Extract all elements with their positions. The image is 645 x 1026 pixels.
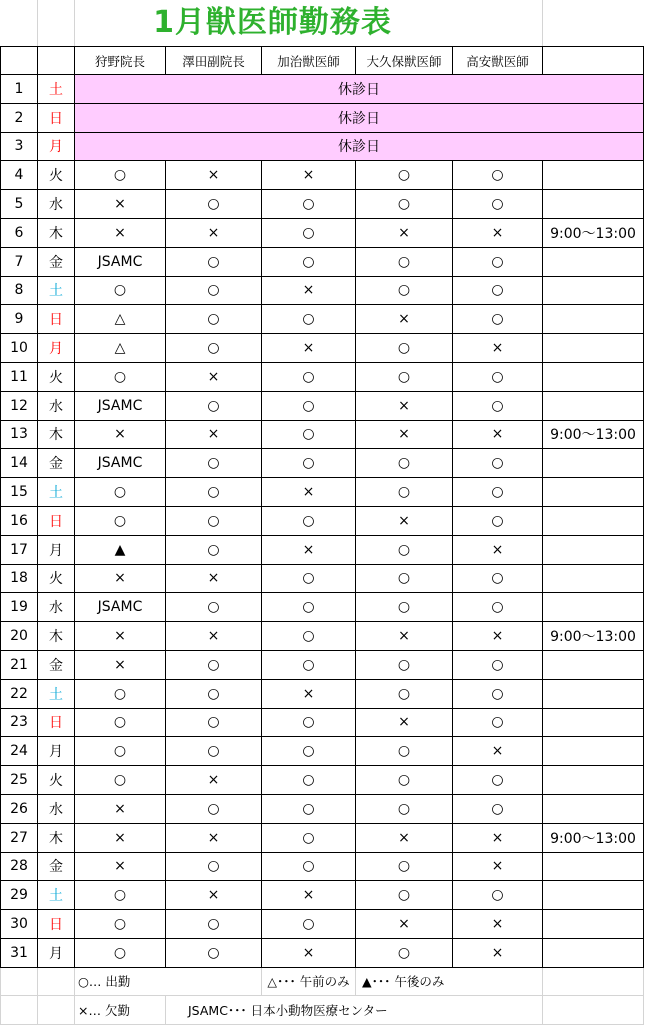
table-row — [1, 362, 644, 391]
weekday-cell: 木 — [38, 420, 75, 449]
day-number: 14 — [1, 449, 38, 478]
shift-cell: ○ — [453, 362, 543, 391]
hours-note-cell — [543, 190, 644, 219]
shift-cell: ○ — [262, 449, 356, 478]
shift-cell: × — [356, 823, 453, 852]
hours-note-cell — [543, 852, 644, 881]
table-row — [1, 420, 644, 449]
header-row — [1, 47, 644, 75]
weekday-cell: 日 — [38, 910, 75, 939]
header-day-cell — [1, 47, 38, 75]
shift-cell: ○ — [262, 650, 356, 679]
shift-cell: ○ — [166, 593, 262, 622]
shift-cell: ○ — [166, 449, 262, 478]
roster-table — [0, 46, 644, 1025]
table-row — [1, 650, 644, 679]
weekday-cell: 土 — [38, 75, 75, 104]
shift-cell: ○ — [453, 708, 543, 737]
shift-cell: × — [453, 938, 543, 967]
day-number: 9 — [1, 305, 38, 334]
day-number: 25 — [1, 766, 38, 795]
hours-note-cell — [543, 938, 644, 967]
shift-cell: × — [453, 852, 543, 881]
weekday-cell: 木 — [38, 218, 75, 247]
shift-cell: ○ — [262, 593, 356, 622]
day-number: 18 — [1, 564, 38, 593]
day-number: 27 — [1, 823, 38, 852]
shift-cell: ○ — [356, 564, 453, 593]
shift-cell: ○ — [453, 794, 543, 823]
hours-note-cell — [543, 161, 644, 190]
shift-cell: ○ — [356, 881, 453, 910]
header-vet-3: 加治獣医師 — [262, 47, 356, 75]
shift-cell: ○ — [262, 910, 356, 939]
hours-note-cell — [543, 535, 644, 564]
weekday-cell: 火 — [38, 766, 75, 795]
hours-note-cell: 9:00～13:00 — [543, 420, 644, 449]
hours-note-cell — [543, 247, 644, 276]
closed-day-cell: 休診日 — [75, 103, 644, 132]
day-number: 16 — [1, 506, 38, 535]
shift-cell: × — [166, 218, 262, 247]
header-note-cell — [543, 47, 644, 75]
weekday-cell: 火 — [38, 161, 75, 190]
day-number: 3 — [1, 132, 38, 161]
day-number: 8 — [1, 276, 38, 305]
shift-cell: ○ — [453, 190, 543, 219]
header-vet-1: 狩野院長 — [75, 47, 166, 75]
shift-cell: × — [262, 679, 356, 708]
shift-cell: × — [75, 218, 166, 247]
legend-row-1 — [1, 967, 644, 996]
table-row — [1, 391, 644, 420]
weekday-cell: 木 — [38, 823, 75, 852]
shift-cell: × — [356, 622, 453, 651]
table-row — [1, 593, 644, 622]
shift-cell: ○ — [453, 478, 543, 507]
table-row — [1, 478, 644, 507]
shift-cell: ○ — [166, 334, 262, 363]
table-row — [1, 218, 644, 247]
table-row — [1, 132, 644, 161]
shift-cell: × — [356, 506, 453, 535]
table-row — [1, 881, 644, 910]
shift-cell: ○ — [262, 391, 356, 420]
shift-cell: ○ — [262, 708, 356, 737]
weekday-cell: 火 — [38, 564, 75, 593]
shift-cell: × — [75, 622, 166, 651]
weekday-cell: 水 — [38, 794, 75, 823]
table-row — [1, 852, 644, 881]
hours-note-cell — [543, 334, 644, 363]
shift-cell: ○ — [453, 391, 543, 420]
shift-cell: × — [262, 276, 356, 305]
shift-cell: × — [166, 420, 262, 449]
shift-cell: ○ — [356, 650, 453, 679]
hours-note-cell — [543, 478, 644, 507]
table-row — [1, 535, 644, 564]
table-row — [1, 910, 644, 939]
header-vet-4: 大久保獣医師 — [356, 47, 453, 75]
weekday-cell: 金 — [38, 449, 75, 478]
shift-cell: × — [453, 420, 543, 449]
table-row — [1, 247, 644, 276]
shift-cell: ○ — [262, 823, 356, 852]
shift-cell: × — [75, 564, 166, 593]
shift-cell: ○ — [75, 737, 166, 766]
shift-cell: × — [75, 852, 166, 881]
shift-cell: ○ — [75, 708, 166, 737]
table-row — [1, 305, 644, 334]
header-weekday-cell — [38, 47, 75, 75]
day-number: 10 — [1, 334, 38, 363]
shift-cell: × — [262, 881, 356, 910]
shift-cell: × — [262, 938, 356, 967]
shift-cell: △ — [75, 305, 166, 334]
shift-cell: ○ — [262, 506, 356, 535]
legend-pm-only: ▲･･･ 午後のみ — [356, 967, 543, 996]
shift-cell: × — [262, 535, 356, 564]
day-number: 21 — [1, 650, 38, 679]
title-row — [0, 0, 645, 46]
hours-note-cell — [543, 910, 644, 939]
shift-cell: ○ — [453, 161, 543, 190]
shift-cell: ○ — [166, 910, 262, 939]
shift-cell: ○ — [262, 420, 356, 449]
shift-cell: ○ — [166, 391, 262, 420]
shift-cell: × — [166, 622, 262, 651]
hours-note-cell — [543, 708, 644, 737]
weekday-cell: 日 — [38, 305, 75, 334]
shift-cell: ○ — [262, 564, 356, 593]
table-row — [1, 190, 644, 219]
shift-cell: ○ — [166, 276, 262, 305]
day-number: 12 — [1, 391, 38, 420]
table-row — [1, 938, 644, 967]
shift-cell: ○ — [453, 247, 543, 276]
shift-cell: JSAMC — [75, 247, 166, 276]
hours-note-cell — [543, 650, 644, 679]
shift-cell: ○ — [166, 247, 262, 276]
shift-cell: × — [356, 391, 453, 420]
shift-cell: × — [453, 737, 543, 766]
shift-cell: ○ — [262, 247, 356, 276]
day-number: 26 — [1, 794, 38, 823]
day-number: 20 — [1, 622, 38, 651]
shift-cell: ○ — [356, 766, 453, 795]
shift-cell: ○ — [356, 449, 453, 478]
hours-note-cell — [543, 305, 644, 334]
day-number: 2 — [1, 103, 38, 132]
table-row — [1, 334, 644, 363]
shift-cell: ○ — [453, 650, 543, 679]
shift-cell: ○ — [166, 679, 262, 708]
hours-note-cell — [543, 564, 644, 593]
shift-cell: ○ — [166, 535, 262, 564]
shift-cell: × — [75, 650, 166, 679]
legend-row-2 — [1, 996, 644, 1025]
shift-cell: × — [453, 218, 543, 247]
shift-cell: ○ — [356, 535, 453, 564]
weekday-cell: 月 — [38, 535, 75, 564]
shift-cell: × — [453, 622, 543, 651]
shift-cell: × — [75, 420, 166, 449]
shift-cell: × — [356, 708, 453, 737]
hours-note-cell — [543, 881, 644, 910]
weekday-cell: 金 — [38, 852, 75, 881]
shift-cell: ○ — [356, 161, 453, 190]
table-row — [1, 449, 644, 478]
day-number: 28 — [1, 852, 38, 881]
weekday-cell: 水 — [38, 593, 75, 622]
shift-cell: ○ — [262, 622, 356, 651]
shift-cell: ○ — [75, 362, 166, 391]
day-number: 5 — [1, 190, 38, 219]
shift-cell: ○ — [356, 334, 453, 363]
shift-cell: ○ — [356, 737, 453, 766]
day-number: 31 — [1, 938, 38, 967]
weekday-cell: 金 — [38, 650, 75, 679]
day-number: 4 — [1, 161, 38, 190]
shift-cell: ○ — [262, 190, 356, 219]
shift-cell: × — [166, 362, 262, 391]
shift-cell: × — [453, 823, 543, 852]
shift-cell: ○ — [356, 362, 453, 391]
table-row — [1, 679, 644, 708]
shift-cell: ○ — [453, 305, 543, 334]
shift-cell: ○ — [453, 506, 543, 535]
weekday-cell: 金 — [38, 247, 75, 276]
shift-cell: × — [262, 334, 356, 363]
hours-note-cell — [543, 737, 644, 766]
table-row — [1, 103, 644, 132]
shift-cell: ○ — [356, 190, 453, 219]
shift-cell: ○ — [166, 852, 262, 881]
hours-note-cell — [543, 679, 644, 708]
legend-present: ○… 出勤 — [75, 967, 262, 996]
shift-cell: ○ — [166, 190, 262, 219]
day-number: 17 — [1, 535, 38, 564]
shift-cell: ○ — [75, 766, 166, 795]
header-vet-2: 澤田副院長 — [166, 47, 262, 75]
shift-cell: ○ — [262, 362, 356, 391]
shift-cell: ○ — [453, 881, 543, 910]
day-number: 15 — [1, 478, 38, 507]
shift-cell: JSAMC — [75, 391, 166, 420]
hours-note-cell — [543, 276, 644, 305]
shift-cell: ○ — [166, 938, 262, 967]
shift-cell: JSAMC — [75, 449, 166, 478]
table-row — [1, 766, 644, 795]
shift-cell: ○ — [75, 679, 166, 708]
day-number: 19 — [1, 593, 38, 622]
day-number: 7 — [1, 247, 38, 276]
weekday-cell: 土 — [38, 679, 75, 708]
weekday-cell: 日 — [38, 506, 75, 535]
closed-day-cell: 休診日 — [75, 132, 644, 161]
hours-note-cell — [543, 449, 644, 478]
day-number: 11 — [1, 362, 38, 391]
shift-cell: △ — [75, 334, 166, 363]
shift-cell: × — [453, 910, 543, 939]
hours-note-cell — [543, 794, 644, 823]
table-row — [1, 564, 644, 593]
day-number: 22 — [1, 679, 38, 708]
shift-cell: × — [356, 305, 453, 334]
shift-cell: × — [75, 794, 166, 823]
closed-day-cell: 休診日 — [75, 75, 644, 104]
weekday-cell: 土 — [38, 276, 75, 305]
shift-cell: ○ — [453, 766, 543, 795]
shift-cell: ○ — [356, 794, 453, 823]
day-number: 30 — [1, 910, 38, 939]
table-row — [1, 75, 644, 104]
shift-cell: ○ — [356, 593, 453, 622]
table-row — [1, 737, 644, 766]
weekday-cell: 火 — [38, 362, 75, 391]
shift-cell: ○ — [75, 506, 166, 535]
legend-absent: ×… 欠勤 — [75, 996, 166, 1025]
hours-note-cell — [543, 593, 644, 622]
shift-cell: ○ — [356, 276, 453, 305]
legend-am-only: △･･･ 午前のみ — [262, 967, 356, 996]
shift-cell: ○ — [262, 766, 356, 795]
legend-jsamc: JSAMC･･･ 日本小動物医療センター — [166, 996, 543, 1025]
shift-cell: ○ — [166, 708, 262, 737]
shift-cell: ○ — [75, 910, 166, 939]
shift-cell: ○ — [453, 449, 543, 478]
shift-cell: ○ — [166, 305, 262, 334]
shift-cell: × — [453, 535, 543, 564]
weekday-cell: 日 — [38, 708, 75, 737]
table-row — [1, 506, 644, 535]
shift-cell: ○ — [166, 737, 262, 766]
weekday-cell: 月 — [38, 737, 75, 766]
shift-cell: ○ — [356, 478, 453, 507]
shift-cell: ○ — [166, 506, 262, 535]
shift-cell: JSAMC — [75, 593, 166, 622]
shift-cell: ○ — [166, 478, 262, 507]
shift-cell: ○ — [166, 794, 262, 823]
day-number: 6 — [1, 218, 38, 247]
day-number: 29 — [1, 881, 38, 910]
shift-cell: ○ — [356, 247, 453, 276]
shift-cell: × — [75, 190, 166, 219]
shift-cell: ○ — [75, 881, 166, 910]
weekday-cell: 月 — [38, 132, 75, 161]
shift-cell: × — [453, 334, 543, 363]
shift-cell: × — [262, 478, 356, 507]
shift-cell: ▲ — [75, 535, 166, 564]
hours-note-cell — [543, 766, 644, 795]
day-number: 24 — [1, 737, 38, 766]
table-row — [1, 161, 644, 190]
table-row — [1, 708, 644, 737]
hours-note-cell — [543, 391, 644, 420]
day-number: 13 — [1, 420, 38, 449]
hours-note-cell — [543, 362, 644, 391]
shift-cell: ○ — [166, 650, 262, 679]
shift-cell: × — [166, 823, 262, 852]
weekday-cell: 土 — [38, 881, 75, 910]
day-number: 23 — [1, 708, 38, 737]
shift-cell: × — [166, 766, 262, 795]
hours-note-cell: 9:00～13:00 — [543, 622, 644, 651]
shift-cell: × — [262, 161, 356, 190]
page-title: 1月獣医師勤務表 — [153, 5, 392, 40]
table-row — [1, 622, 644, 651]
shift-cell: ○ — [262, 794, 356, 823]
weekday-cell: 月 — [38, 334, 75, 363]
shift-cell: ○ — [453, 593, 543, 622]
shift-cell: ○ — [262, 218, 356, 247]
weekday-cell: 日 — [38, 103, 75, 132]
shift-cell: × — [356, 420, 453, 449]
shift-cell: ○ — [75, 161, 166, 190]
table-row — [1, 823, 644, 852]
shift-cell: ○ — [453, 564, 543, 593]
shift-cell: ○ — [356, 852, 453, 881]
weekday-cell: 月 — [38, 938, 75, 967]
shift-cell: × — [166, 161, 262, 190]
shift-cell: × — [356, 218, 453, 247]
table-row — [1, 276, 644, 305]
shift-cell: × — [166, 564, 262, 593]
weekday-cell: 水 — [38, 391, 75, 420]
shift-cell: ○ — [75, 938, 166, 967]
shift-cell: ○ — [75, 276, 166, 305]
header-vet-5: 高安獣医師 — [453, 47, 543, 75]
shift-cell: × — [356, 910, 453, 939]
weekday-cell: 木 — [38, 622, 75, 651]
shift-cell: ○ — [262, 852, 356, 881]
day-number: 1 — [1, 75, 38, 104]
weekday-cell: 水 — [38, 190, 75, 219]
hours-note-cell: 9:00～13:00 — [543, 218, 644, 247]
weekday-cell: 土 — [38, 478, 75, 507]
shift-cell: ○ — [356, 679, 453, 708]
shift-cell: ○ — [262, 737, 356, 766]
shift-cell: × — [166, 881, 262, 910]
shift-cell: × — [75, 823, 166, 852]
shift-cell: ○ — [356, 938, 453, 967]
shift-cell: ○ — [262, 305, 356, 334]
table-row — [1, 794, 644, 823]
hours-note-cell — [543, 506, 644, 535]
shift-cell: ○ — [453, 679, 543, 708]
hours-note-cell: 9:00～13:00 — [543, 823, 644, 852]
shift-cell: ○ — [75, 478, 166, 507]
shift-cell: ○ — [453, 276, 543, 305]
